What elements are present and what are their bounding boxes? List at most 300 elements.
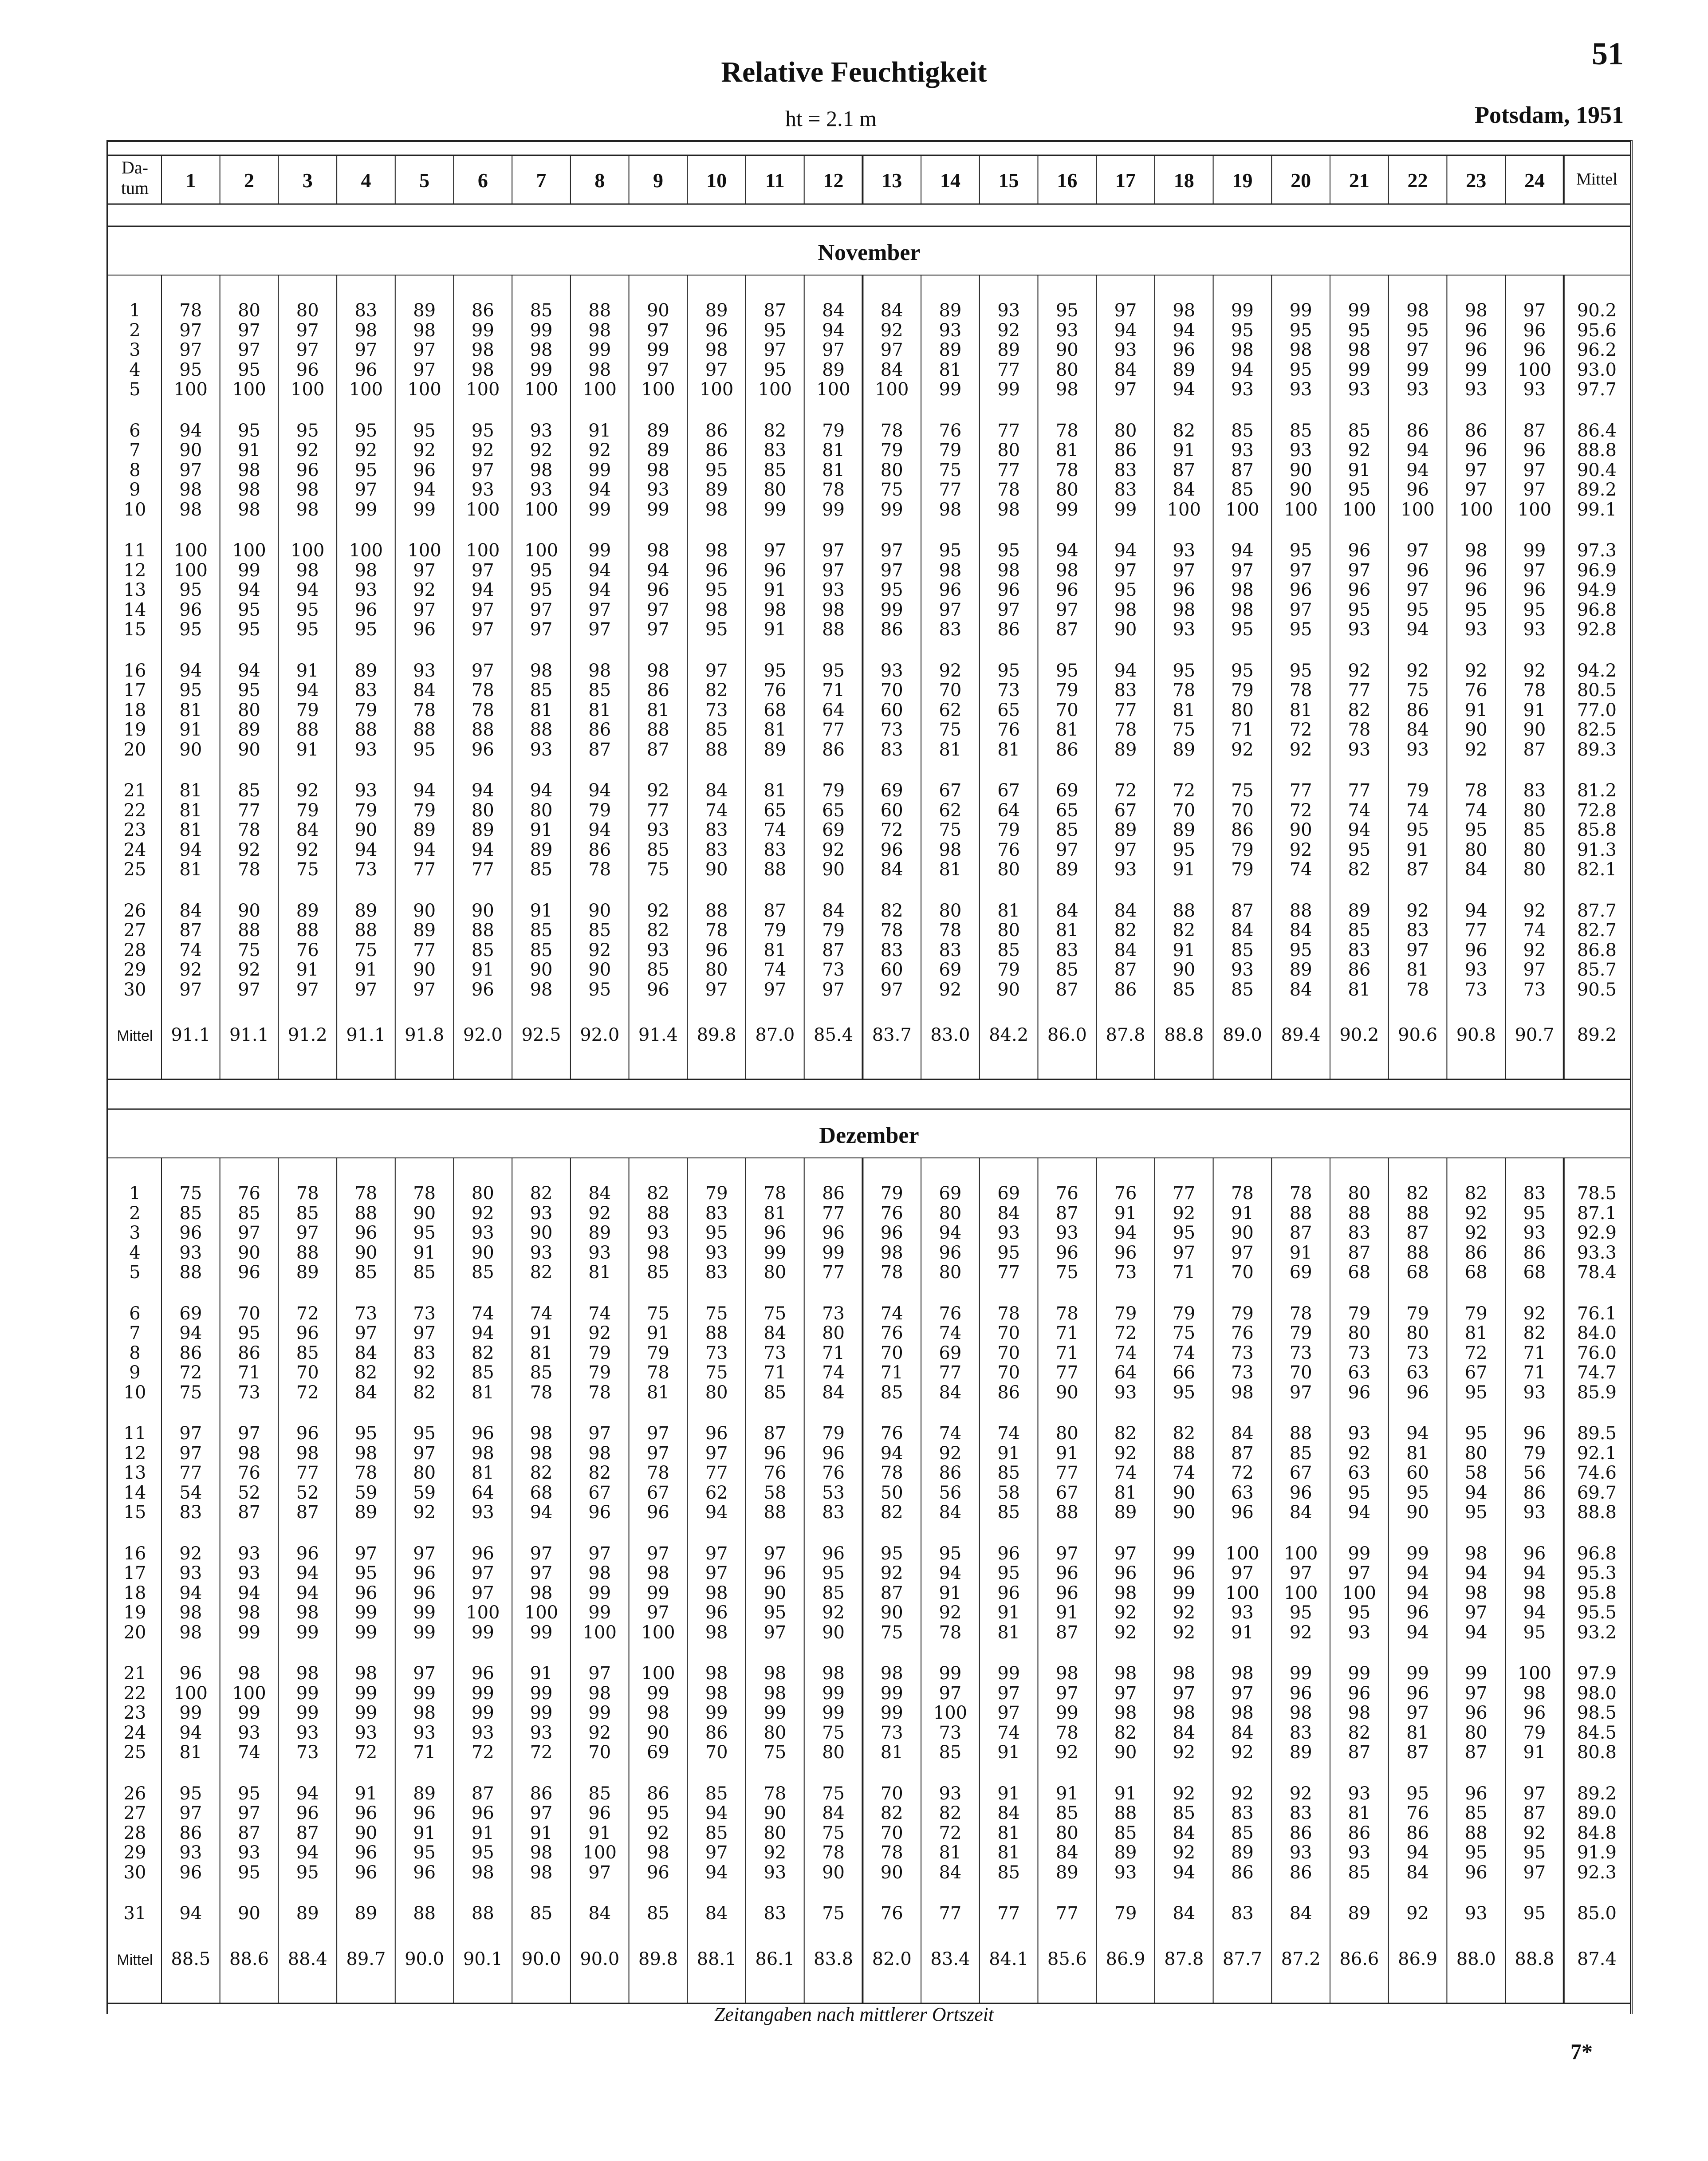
hourly-mean: 84.1 bbox=[989, 1948, 1029, 1969]
humidity-value: 96 bbox=[296, 359, 319, 380]
humidity-value: 74 bbox=[530, 1303, 553, 1324]
humidity-value: 69 bbox=[179, 1303, 202, 1324]
humidity-value: 78 bbox=[763, 1183, 787, 1204]
humidity-value: 74 bbox=[471, 1303, 494, 1324]
humidity-value: 70 bbox=[705, 1742, 728, 1763]
humidity-value: 77 bbox=[1055, 1362, 1078, 1383]
daily-mean: 91.3 bbox=[1577, 839, 1617, 860]
humidity-value: 84 bbox=[1055, 900, 1078, 921]
humidity-value: 100 bbox=[1283, 1543, 1318, 1564]
station-label: Potsdam, 1951 bbox=[1475, 102, 1624, 128]
humidity-value: 92 bbox=[1289, 1622, 1312, 1643]
humidity-value: 97 bbox=[646, 619, 669, 640]
humidity-value: 75 bbox=[1406, 680, 1429, 701]
humidity-value: 80 bbox=[1114, 420, 1137, 441]
humidity-value: 99 bbox=[880, 1703, 903, 1723]
hourly-mean: 88.0 bbox=[1456, 1948, 1496, 1969]
humidity-value: 79 bbox=[705, 1183, 728, 1204]
humidity-value: 93 bbox=[471, 1502, 494, 1523]
header-date-label: Da- tum bbox=[121, 157, 149, 198]
humidity-value: 97 bbox=[1289, 1382, 1312, 1403]
humidity-value: 91 bbox=[530, 1663, 553, 1684]
humidity-value: 94 bbox=[1406, 1563, 1429, 1583]
humidity-value: 75 bbox=[763, 1303, 787, 1324]
humidity-value: 92 bbox=[646, 1822, 669, 1843]
humidity-value: 73 bbox=[1348, 1342, 1371, 1363]
humidity-value: 87 bbox=[1055, 979, 1078, 1000]
humidity-value: 85 bbox=[1464, 1803, 1488, 1823]
humidity-value: 94 bbox=[1464, 900, 1488, 921]
humidity-value: 81 bbox=[1114, 1482, 1137, 1503]
humidity-value: 97 bbox=[179, 340, 202, 360]
humidity-value: 88 bbox=[238, 920, 260, 941]
humidity-value: 97 bbox=[296, 979, 319, 1000]
humidity-value: 98 bbox=[296, 1663, 319, 1684]
humidity-value: 99 bbox=[1348, 1663, 1371, 1684]
humidity-value: 77 bbox=[238, 800, 260, 821]
humidity-value: 75 bbox=[705, 1362, 728, 1383]
humidity-value: 91 bbox=[1055, 1783, 1078, 1804]
humidity-value: 62 bbox=[939, 700, 962, 720]
humidity-value: 95 bbox=[1464, 1502, 1488, 1523]
humidity-value: 97 bbox=[822, 540, 845, 561]
humidity-value: 93 bbox=[471, 1223, 494, 1243]
daily-mean: 87.1 bbox=[1577, 1203, 1617, 1224]
humidity-value: 97 bbox=[1523, 560, 1546, 581]
hourly-mean: 88.8 bbox=[1164, 1025, 1204, 1045]
humidity-value: 98 bbox=[238, 499, 260, 520]
humidity-value: 96 bbox=[1406, 1683, 1429, 1704]
humidity-value: 89 bbox=[705, 300, 728, 321]
humidity-value: 96 bbox=[354, 1862, 378, 1883]
humidity-value: 78 bbox=[530, 1382, 553, 1403]
humidity-value: 98 bbox=[1231, 580, 1254, 600]
humidity-value: 92 bbox=[179, 1543, 202, 1564]
humidity-value: 98 bbox=[1173, 599, 1196, 620]
day-number: 25 bbox=[123, 1742, 146, 1763]
humidity-value: 92 bbox=[1348, 660, 1371, 681]
humidity-value: 90 bbox=[471, 900, 494, 921]
humidity-value: 75 bbox=[822, 1822, 845, 1843]
humidity-value: 85 bbox=[530, 940, 553, 960]
humidity-value: 80 bbox=[1464, 1443, 1488, 1464]
humidity-value: 85 bbox=[1055, 960, 1078, 980]
humidity-value: 92 bbox=[1231, 739, 1254, 760]
humidity-value: 71 bbox=[763, 1362, 787, 1383]
humidity-value: 99 bbox=[1114, 499, 1137, 520]
humidity-value: 93 bbox=[1523, 1223, 1546, 1243]
humidity-value: 99 bbox=[1406, 1543, 1429, 1564]
humidity-value: 92 bbox=[296, 780, 319, 801]
humidity-value: 78 bbox=[997, 480, 1020, 500]
humidity-value: 94 bbox=[705, 1502, 728, 1523]
humidity-value: 80 bbox=[997, 440, 1020, 461]
daily-mean: 76.1 bbox=[1577, 1303, 1617, 1324]
humidity-value: 93 bbox=[1464, 619, 1488, 640]
humidity-value: 90 bbox=[588, 900, 611, 921]
humidity-value: 98 bbox=[1173, 1663, 1196, 1684]
humidity-value: 98 bbox=[530, 979, 553, 1000]
humidity-value: 99 bbox=[296, 1683, 319, 1704]
humidity-value: 98 bbox=[354, 560, 378, 581]
humidity-value: 97 bbox=[763, 1622, 787, 1643]
humidity-value: 84 bbox=[1231, 1722, 1254, 1743]
humidity-value: 79 bbox=[413, 800, 436, 821]
humidity-value: 94 bbox=[1406, 440, 1429, 461]
humidity-value: 93 bbox=[238, 1563, 260, 1583]
humidity-value: 93 bbox=[939, 320, 962, 341]
month-title: November bbox=[818, 240, 921, 265]
day-number: 6 bbox=[129, 1303, 141, 1324]
humidity-value: 95 bbox=[997, 1563, 1020, 1583]
humidity-value: 81 bbox=[588, 1262, 611, 1283]
monthly-mean: 87.4 bbox=[1577, 1948, 1617, 1969]
humidity-value: 88 bbox=[179, 1262, 202, 1283]
humidity-value: 80 bbox=[1231, 700, 1254, 720]
humidity-value: 96 bbox=[1523, 1423, 1546, 1444]
humidity-value: 71 bbox=[1231, 720, 1254, 740]
humidity-value: 69 bbox=[997, 1183, 1020, 1204]
daily-mean: 97.3 bbox=[1577, 540, 1617, 561]
humidity-value: 78 bbox=[296, 1183, 319, 1204]
humidity-value: 100 bbox=[933, 1703, 968, 1723]
humidity-value: 93 bbox=[471, 480, 494, 500]
day-number: 19 bbox=[123, 1602, 146, 1623]
humidity-value: 80 bbox=[1464, 1722, 1488, 1743]
humidity-value: 83 bbox=[1348, 1223, 1371, 1243]
humidity-value: 96 bbox=[1289, 580, 1312, 600]
humidity-value: 83 bbox=[179, 1502, 202, 1523]
humidity-value: 62 bbox=[939, 800, 962, 821]
humidity-value: 89 bbox=[354, 1502, 378, 1523]
humidity-value: 88 bbox=[1114, 1803, 1137, 1823]
humidity-value: 82 bbox=[1114, 1423, 1137, 1444]
humidity-value: 98 bbox=[1231, 599, 1254, 620]
humidity-value: 98 bbox=[1406, 300, 1429, 321]
humidity-value: 97 bbox=[763, 1543, 787, 1564]
humidity-value: 95 bbox=[939, 540, 962, 561]
humidity-value: 90 bbox=[880, 1862, 903, 1883]
humidity-value: 99 bbox=[880, 599, 903, 620]
humidity-value: 77 bbox=[1289, 780, 1312, 801]
humidity-value: 98 bbox=[939, 560, 962, 581]
humidity-value: 94 bbox=[179, 1323, 202, 1343]
humidity-value: 94 bbox=[530, 1502, 553, 1523]
humidity-value: 90 bbox=[530, 1223, 553, 1243]
humidity-value: 99 bbox=[354, 1683, 378, 1704]
humidity-value: 80 bbox=[1348, 1183, 1371, 1204]
humidity-value: 95 bbox=[354, 1423, 378, 1444]
humidity-value: 92 bbox=[1173, 1203, 1196, 1224]
humidity-value: 67 bbox=[997, 780, 1020, 801]
humidity-value: 85 bbox=[588, 680, 611, 701]
humidity-value: 97 bbox=[646, 359, 669, 380]
humidity-value: 97 bbox=[705, 660, 728, 681]
humidity-value: 95 bbox=[1523, 1903, 1546, 1924]
humidity-value: 91 bbox=[354, 960, 378, 980]
humidity-value: 92 bbox=[296, 839, 319, 860]
humidity-value: 95 bbox=[705, 619, 728, 640]
humidity-value: 88 bbox=[1289, 1203, 1312, 1224]
humidity-value: 91 bbox=[354, 1783, 378, 1804]
daily-mean: 84.0 bbox=[1577, 1323, 1617, 1343]
humidity-value: 92 bbox=[588, 1203, 611, 1224]
humidity-value: 99 bbox=[588, 460, 611, 480]
humidity-value: 80 bbox=[1055, 480, 1078, 500]
humidity-value: 85 bbox=[646, 1262, 669, 1283]
humidity-value: 89 bbox=[763, 739, 787, 760]
humidity-value: 83 bbox=[354, 300, 378, 321]
daily-mean: 96.9 bbox=[1577, 560, 1617, 581]
humidity-value: 97 bbox=[1523, 480, 1546, 500]
humidity-value: 85 bbox=[1289, 1443, 1312, 1464]
humidity-value: 89 bbox=[1348, 1903, 1371, 1924]
humidity-value: 74 bbox=[763, 820, 787, 840]
humidity-value: 87 bbox=[1231, 460, 1254, 480]
humidity-value: 92 bbox=[413, 1502, 436, 1523]
humidity-value: 92 bbox=[1523, 1822, 1546, 1843]
day-number: 24 bbox=[123, 839, 146, 860]
hourly-mean: 88.5 bbox=[171, 1948, 211, 1969]
humidity-value: 93 bbox=[1173, 619, 1196, 640]
daily-mean: 94.2 bbox=[1577, 660, 1617, 681]
humidity-value: 93 bbox=[1523, 619, 1546, 640]
humidity-value: 95 bbox=[179, 359, 202, 380]
hourly-mean: 85.4 bbox=[814, 1025, 854, 1045]
humidity-value: 82 bbox=[1523, 1323, 1546, 1343]
day-number: 19 bbox=[123, 720, 146, 740]
humidity-value: 78 bbox=[413, 1183, 436, 1204]
humidity-value: 94 bbox=[471, 1323, 494, 1343]
day-number: 12 bbox=[123, 1443, 146, 1464]
humidity-value: 91 bbox=[1523, 700, 1546, 720]
humidity-value: 87 bbox=[1406, 1742, 1429, 1763]
humidity-value: 89 bbox=[1173, 739, 1196, 760]
humidity-value: 85 bbox=[530, 300, 553, 321]
footer-mark: 7* bbox=[1570, 2039, 1593, 2064]
humidity-value: 81 bbox=[1173, 700, 1196, 720]
humidity-value: 87 bbox=[763, 900, 787, 921]
humidity-value: 71 bbox=[880, 1362, 903, 1383]
humidity-value: 75 bbox=[1055, 1262, 1078, 1283]
humidity-value: 97 bbox=[413, 359, 436, 380]
humidity-value: 95 bbox=[1289, 940, 1312, 960]
humidity-value: 87 bbox=[1114, 960, 1137, 980]
humidity-value: 60 bbox=[880, 960, 903, 980]
humidity-value: 100 bbox=[173, 1683, 208, 1704]
humidity-value: 85 bbox=[705, 1822, 728, 1843]
humidity-value: 95 bbox=[179, 580, 202, 600]
humidity-value: 97 bbox=[413, 979, 436, 1000]
humidity-value: 76 bbox=[1055, 1183, 1078, 1204]
humidity-value: 92 bbox=[1406, 1903, 1429, 1924]
humidity-value: 77 bbox=[1173, 1183, 1196, 1204]
humidity-value: 98 bbox=[471, 359, 494, 380]
humidity-value: 94 bbox=[413, 780, 436, 801]
humidity-value: 88 bbox=[646, 720, 669, 740]
humidity-value: 98 bbox=[296, 499, 319, 520]
humidity-value: 82 bbox=[705, 680, 728, 701]
humidity-value: 94 bbox=[588, 480, 611, 500]
humidity-value: 92 bbox=[588, 1722, 611, 1743]
humidity-value: 86 bbox=[822, 739, 845, 760]
humidity-value: 99 bbox=[822, 499, 845, 520]
daily-mean: 96.2 bbox=[1577, 340, 1617, 360]
humidity-value: 85 bbox=[354, 1262, 378, 1283]
humidity-value: 75 bbox=[238, 940, 260, 960]
humidity-value: 94 bbox=[296, 680, 319, 701]
humidity-value: 92 bbox=[1464, 660, 1488, 681]
humidity-value: 96 bbox=[1523, 1703, 1546, 1723]
humidity-value: 91 bbox=[1523, 1742, 1546, 1763]
humidity-value: 77 bbox=[471, 859, 494, 880]
humidity-value: 95 bbox=[1348, 839, 1371, 860]
humidity-value: 79 bbox=[354, 700, 378, 720]
header-mean-label: Mittel bbox=[1576, 170, 1617, 189]
humidity-value: 100 bbox=[582, 1842, 617, 1863]
humidity-value: 84 bbox=[1406, 1862, 1429, 1883]
humidity-value: 96 bbox=[822, 1543, 845, 1564]
day-number: 3 bbox=[129, 1223, 141, 1243]
hourly-mean: 89.0 bbox=[1222, 1025, 1262, 1045]
humidity-value: 74 bbox=[179, 940, 202, 960]
humidity-value: 95 bbox=[354, 1563, 378, 1583]
humidity-value: 82 bbox=[880, 1502, 903, 1523]
header-hour: 10 bbox=[706, 169, 727, 192]
humidity-value: 86 bbox=[179, 1342, 202, 1363]
humidity-value: 100 bbox=[466, 1602, 500, 1623]
humidity-value: 77 bbox=[822, 720, 845, 740]
day-number: 27 bbox=[123, 1803, 146, 1823]
humidity-value: 97 bbox=[1231, 1563, 1254, 1583]
humidity-value: 91 bbox=[179, 720, 202, 740]
humidity-value: 95 bbox=[1523, 1622, 1546, 1643]
humidity-value: 85 bbox=[1173, 979, 1196, 1000]
day-number: 16 bbox=[123, 660, 146, 681]
humidity-value: 70 bbox=[997, 1362, 1020, 1383]
humidity-value: 78 bbox=[763, 1783, 787, 1804]
humidity-value: 89 bbox=[939, 340, 962, 360]
humidity-value: 90 bbox=[822, 1622, 845, 1643]
humidity-value: 98 bbox=[646, 1842, 669, 1863]
humidity-value: 96 bbox=[1523, 1543, 1546, 1564]
humidity-value: 96 bbox=[1464, 1783, 1488, 1804]
humidity-value: 96 bbox=[471, 979, 494, 1000]
humidity-value: 91 bbox=[1464, 700, 1488, 720]
humidity-value: 88 bbox=[646, 1203, 669, 1224]
humidity-value: 98 bbox=[238, 1663, 260, 1684]
humidity-value: 95 bbox=[1289, 320, 1312, 341]
humidity-value: 97 bbox=[705, 1443, 728, 1464]
humidity-value: 78 bbox=[588, 1382, 611, 1403]
humidity-value: 100 bbox=[1517, 1663, 1552, 1684]
humidity-value: 81 bbox=[997, 1622, 1020, 1643]
humidity-value: 97 bbox=[1231, 1683, 1254, 1704]
day-number: 17 bbox=[123, 1563, 146, 1583]
humidity-value: 95 bbox=[1231, 660, 1254, 681]
humidity-value: 90 bbox=[1173, 1502, 1196, 1523]
daily-mean: 76.0 bbox=[1577, 1342, 1617, 1363]
daily-mean: 95.5 bbox=[1577, 1602, 1617, 1623]
humidity-value: 90 bbox=[238, 739, 260, 760]
daily-mean: 89.2 bbox=[1577, 480, 1617, 500]
humidity-value: 70 bbox=[880, 680, 903, 701]
humidity-value: 87 bbox=[646, 739, 669, 760]
humidity-value: 96 bbox=[1406, 1382, 1429, 1403]
humidity-value: 85 bbox=[238, 1203, 260, 1224]
daily-mean: 80.8 bbox=[1577, 1742, 1617, 1763]
humidity-value: 97 bbox=[296, 340, 319, 360]
humidity-value: 100 bbox=[1342, 1582, 1377, 1603]
humidity-value: 97 bbox=[1523, 300, 1546, 321]
humidity-value: 75 bbox=[1173, 720, 1196, 740]
humidity-value: 85 bbox=[471, 1262, 494, 1283]
humidity-value: 94 bbox=[588, 820, 611, 840]
humidity-value: 84 bbox=[1173, 480, 1196, 500]
humidity-value: 81 bbox=[1406, 1722, 1429, 1743]
humidity-value: 99 bbox=[530, 359, 553, 380]
humidity-value: 92 bbox=[1348, 440, 1371, 461]
humidity-value: 98 bbox=[179, 480, 202, 500]
humidity-value: 84 bbox=[1231, 1423, 1254, 1444]
humidity-value: 72 bbox=[939, 1822, 962, 1843]
humidity-value: 82 bbox=[413, 1382, 436, 1403]
humidity-value: 71 bbox=[822, 680, 845, 701]
humidity-value: 92 bbox=[1173, 1742, 1196, 1763]
humidity-value: 74 bbox=[763, 960, 787, 980]
humidity-value: 80 bbox=[1464, 839, 1488, 860]
humidity-value: 99 bbox=[822, 1242, 845, 1263]
daily-mean: 89.2 bbox=[1577, 1783, 1617, 1804]
humidity-value: 98 bbox=[646, 1242, 669, 1263]
humidity-value: 96 bbox=[997, 580, 1020, 600]
humidity-value: 70 bbox=[238, 1303, 260, 1324]
humidity-value: 96 bbox=[705, 1602, 728, 1623]
daily-mean: 89.0 bbox=[1577, 1803, 1617, 1823]
humidity-value: 78 bbox=[880, 920, 903, 941]
humidity-value: 94 bbox=[939, 1563, 962, 1583]
humidity-value: 86 bbox=[1055, 739, 1078, 760]
header-hour: 19 bbox=[1232, 169, 1253, 192]
hourly-mean: 91.2 bbox=[287, 1025, 327, 1045]
humidity-value: 84 bbox=[822, 1382, 845, 1403]
humidity-value: 96 bbox=[413, 1862, 436, 1883]
humidity-value: 97 bbox=[1406, 580, 1429, 600]
humidity-value: 73 bbox=[238, 1382, 260, 1403]
humidity-value: 80 bbox=[939, 1262, 962, 1283]
humidity-value: 81 bbox=[763, 940, 787, 960]
humidity-value: 99 bbox=[1348, 1543, 1371, 1564]
humidity-value: 98 bbox=[238, 1602, 260, 1623]
humidity-value: 83 bbox=[413, 1342, 436, 1363]
humidity-value: 72 bbox=[1114, 1323, 1137, 1343]
humidity-value: 86 bbox=[997, 619, 1020, 640]
humidity-value: 95 bbox=[822, 660, 845, 681]
humidity-value: 91 bbox=[1289, 1242, 1312, 1263]
humidity-value: 99 bbox=[997, 1663, 1020, 1684]
mean-row-label: Mittel bbox=[117, 1951, 153, 1968]
humidity-value: 98 bbox=[1114, 1663, 1137, 1684]
daily-mean: 96.8 bbox=[1577, 1543, 1617, 1564]
humidity-value: 94 bbox=[1114, 1223, 1137, 1243]
humidity-value: 79 bbox=[1231, 839, 1254, 860]
header-hour: 22 bbox=[1407, 169, 1428, 192]
humidity-value: 87 bbox=[1523, 739, 1546, 760]
humidity-value: 98 bbox=[705, 1663, 728, 1684]
humidity-value: 97 bbox=[179, 1443, 202, 1464]
day-number: 2 bbox=[129, 1203, 141, 1224]
humidity-value: 66 bbox=[1173, 1362, 1196, 1383]
